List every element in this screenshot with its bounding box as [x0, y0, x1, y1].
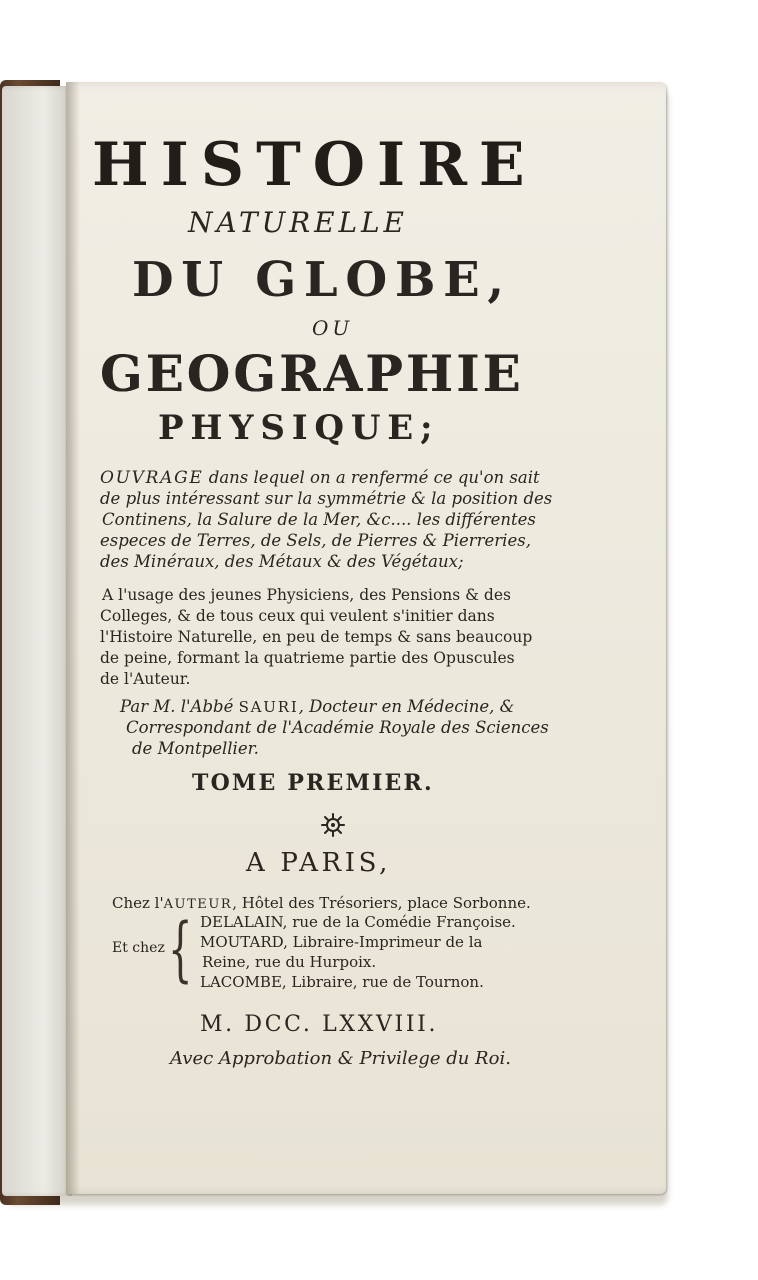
imprint-chez: Chez l': [112, 894, 164, 912]
seller-lacombe: LACOMBE, Libraire, rue de Tournon.: [200, 973, 484, 991]
title-line-physique: PHYSIQUE;: [158, 408, 440, 448]
description-line-4: especes de Terres, de Sels, de Pierres & Pierreries,: [100, 531, 531, 550]
description-line-3: Continens, la Salure de la Mer, &c.... les différentes: [102, 510, 536, 529]
usage-line-1: A l'usage des jeunes Physiciens, des Pensions & des: [102, 586, 511, 604]
usage-line-2: Colleges, & de tous ceux qui veulent s'initier dans: [100, 607, 495, 625]
imprint-brace: {: [168, 908, 193, 990]
usage-line-4: de peine, formant la quatrieme partie des Opuscules: [100, 649, 515, 667]
title-line-histoire: HISTOIRE: [92, 130, 537, 200]
imprint-et-chez: Et chez: [112, 940, 165, 956]
place-of-publication: A PARIS,: [246, 848, 392, 878]
approbation-line: Avec Approbation & Privilege du Roi.: [170, 1048, 511, 1069]
description-line-1-rest: dans lequel on a renfermé ce qu'on sait: [208, 468, 540, 487]
author-line-3: de Montpellier.: [132, 739, 259, 758]
publication-year: M. DCC. LXXVIII.: [200, 1012, 439, 1037]
title-line-geographie: GEOGRAPHIE: [100, 344, 524, 403]
usage-line-3: l'Histoire Naturelle, en peu de temps & sans beaucoup: [100, 628, 533, 646]
title-line-du-globe: DU GLOBE,: [132, 252, 512, 308]
title-line-naturelle: NATURELLE: [188, 206, 408, 239]
author-line-2: Correspondant de l'Académie Royale des Sciences: [126, 718, 549, 737]
fleuron-ornament-icon: [320, 812, 346, 838]
description-line-2: de plus intéressant sur la symmétrie & la position des: [100, 489, 553, 508]
title-line-ou: OU: [312, 316, 354, 340]
seller-delalain: DELALAIN, rue de la Comédie Françoise.: [200, 913, 516, 931]
author-name: SAURI: [238, 698, 299, 716]
imprint-auteur: AUTEUR: [163, 897, 233, 912]
seller-moutard-address: Reine, rue du Hurpoix.: [202, 953, 377, 971]
seller-moutard: MOUTARD, Libraire-Imprimeur de la: [200, 933, 483, 951]
author-line-1: [120, 696, 514, 718]
imprint-address: , Hôtel des Trésoriers, place Sorbonne.: [232, 894, 531, 912]
author-suffix: , Docteur en Médecine, &: [298, 697, 515, 716]
description-lead: OUVRAGE: [100, 468, 204, 488]
volume-label: TOME PREMIER.: [192, 770, 434, 796]
description-line-1: [100, 467, 540, 489]
author-prefix: Par M. l'Abbé: [120, 697, 234, 716]
description-line-5: des Minéraux, des Métaux & des Végétaux;: [100, 552, 464, 571]
page-gutter: [66, 82, 80, 1194]
previous-leaf: [2, 86, 72, 1196]
usage-line-5: de l'Auteur.: [100, 670, 191, 688]
